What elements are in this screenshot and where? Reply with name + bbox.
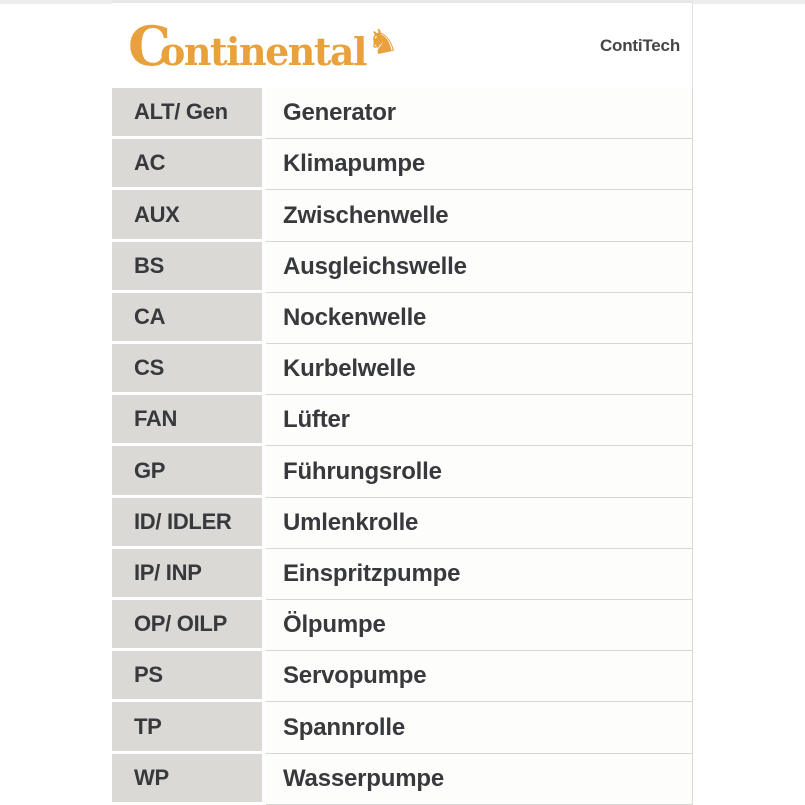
table-row xyxy=(112,190,693,241)
description-cell: Kurbelwelle xyxy=(266,344,693,395)
table-row xyxy=(112,498,693,549)
table-row xyxy=(112,651,693,702)
table-row xyxy=(112,88,693,139)
description-cell: Zwischenwelle xyxy=(266,190,693,241)
table-row xyxy=(112,754,693,805)
description-cell: Ausgleichswelle xyxy=(266,242,693,293)
table-row xyxy=(112,293,693,344)
abbreviation-cell: WP xyxy=(112,754,262,805)
abbreviation-cell: ID/ IDLER xyxy=(112,498,262,549)
abbreviation-cell: CA xyxy=(112,293,262,344)
rearing-horse-icon: ♞ xyxy=(363,18,402,65)
abbreviation-cell: GP xyxy=(112,446,262,497)
abbreviation-cell: IP/ INP xyxy=(112,549,262,600)
table-row xyxy=(112,395,693,446)
table-row xyxy=(112,139,693,190)
table-row xyxy=(112,600,693,651)
table-row xyxy=(112,702,693,753)
content-column xyxy=(112,0,693,805)
abbreviation-cell: PS xyxy=(112,651,262,702)
table-row xyxy=(112,242,693,293)
logo-wordmark: ontinental xyxy=(159,28,366,74)
description-cell: Klimapumpe xyxy=(266,139,693,190)
abbreviation-cell: AUX xyxy=(112,190,262,241)
abbreviation-cell: OP/ OILP xyxy=(112,600,262,651)
continental-logo xyxy=(128,13,402,78)
abbreviation-cell: CS xyxy=(112,344,262,395)
legend-table xyxy=(112,88,693,805)
table-row xyxy=(112,446,693,497)
header xyxy=(112,0,693,88)
description-cell: Wasserpumpe xyxy=(266,754,693,805)
abbreviation-cell: TP xyxy=(112,702,262,753)
description-cell: Einspritzpumpe xyxy=(266,549,693,600)
logo-letter-c: C xyxy=(128,13,171,78)
description-cell: Führungsrolle xyxy=(266,446,693,497)
table-row xyxy=(112,549,693,600)
abbreviation-cell: BS xyxy=(112,242,262,293)
abbreviation-cell: ALT/ Gen xyxy=(112,88,262,139)
description-cell: Spannrolle xyxy=(266,702,693,753)
description-cell: Servopumpe xyxy=(266,651,693,702)
abbreviation-cell: FAN xyxy=(112,395,262,446)
description-cell: Lüfter xyxy=(266,395,693,446)
abbreviation-cell: AC xyxy=(112,139,262,190)
table-row xyxy=(112,344,693,395)
description-cell: Nockenwelle xyxy=(266,293,693,344)
contitech-label: ContiTech xyxy=(599,35,680,55)
description-cell: Generator xyxy=(266,88,693,139)
description-cell: Ölpumpe xyxy=(266,600,693,651)
description-cell: Umlenkrolle xyxy=(266,498,693,549)
